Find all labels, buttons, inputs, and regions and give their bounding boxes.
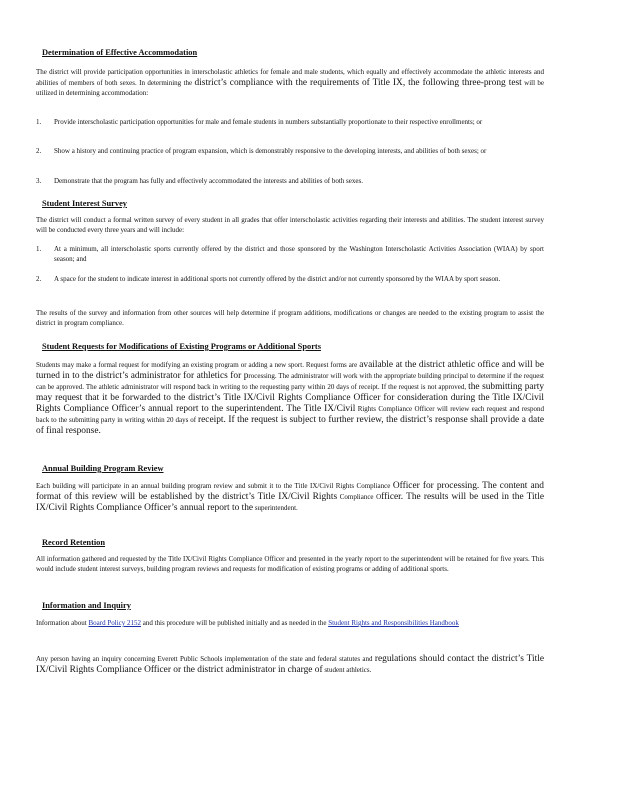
item-text: A space for the student to indicate interest in additional sports not currently offered by the district and/or not currently sponsored by the WIAA by sport season.: [54, 275, 501, 283]
heading-retention: Record Retention: [42, 538, 106, 547]
heading-determination: Determination of Effective Accommodation: [42, 48, 198, 57]
heading-annual: Annual Building Program Review: [42, 464, 164, 473]
item-text: Show a history and continuing practice of program expansion, which is demonstrably responsive to the developing interests, and abilities of both sexes; or: [54, 147, 487, 155]
item-text: At a minimum, all interscholastic sports currently offered by the district and those sponsored by the Washington Interscholastic Activities Association (WIAA) by sport season; and: [54, 245, 544, 263]
item-text: Provide interscholastic participation opportunities for male and female students in numbers substantially proportionate to their respective enrollments; or: [54, 118, 483, 126]
determination-intro-a: The district will provide participation opportunities in interscholastic athletics for female and male students, which equally and effectively accommodate the athletic interests and abilities of members of both sexes. In determining the: [36, 68, 544, 87]
survey-intro: The district will conduct a formal written survey of every student in all grades that offer interscholastic activities regarding their interests and abilities. The student interest survey will be conducted every three years and will include:: [36, 216, 544, 234]
info-paragraph-2: [36, 654, 544, 676]
item-number: 2.: [36, 275, 42, 283]
determination-intro-b: district’s compliance with the requirements of Title IX, the following three-prong test: [194, 77, 522, 88]
info-part-b: and this procedure will be published initially and as needed in the: [141, 619, 329, 627]
determination-intro: [36, 68, 544, 99]
retention-paragraph: All information gathered and requested by the Title IX/Civil Rights Compliance Officer and presented in the yearly report to the superintendent will be retained for five years. This would include student interest surveys, building program reviews and requests for modification of existing programs or adding of additional sports.: [36, 555, 544, 573]
requests-paragraph: [36, 360, 544, 437]
info-part-c: Any person having an inquiry concerning Everett Public Schools implementation of the state and federal statutes and: [36, 655, 375, 663]
annual-part-b: Officer for processing. The content and format of this review will be established by the district’s Title IX/Civil Rights: [36, 481, 544, 502]
survey-item-2: [36, 275, 544, 285]
annual-part-a: Each building will participate in an annual building program review and submit it to the Title IX/Civil Rights Compliance: [36, 482, 393, 490]
survey-item-1: [36, 245, 544, 265]
info-part-d: regulations should contact the district’s Title IX/Civil Rights Compliance Officer or the district administrator in charge of: [36, 654, 544, 675]
requests-part-e: Rights Compliance Officer will review each request and respond back to the submitting party in writing within 20 days of: [36, 405, 544, 424]
requests-part-a: Students may make a formal request for modifying an existing program or adding a new sport. Request forms are: [36, 361, 360, 369]
info-part-e: student athletics.: [322, 666, 372, 674]
handbook-link[interactable]: Student Rights and Responsibilities Handbook: [328, 619, 459, 627]
item-number: 1.: [36, 118, 42, 126]
item-number: 3.: [36, 177, 42, 185]
requests-part-f: receipt. If the request is subject to further review, the district’s response shall provide a date of final response.: [36, 415, 544, 436]
heading-requests: Student Requests for Modifications of Existing Programs or Additional Sports: [42, 342, 321, 351]
annual-paragraph: [36, 481, 544, 514]
item-text: Demonstrate that the program has fully and effectively accommodated the interests and abilities of both sexes.: [54, 177, 363, 185]
requests-part-d: the submitting party may request that it be forwarded to the district’s Title IX/Civil Rights Compliance Officer for consideration during the Title IX/Civil Rights Compliance Officer’s annual report to the superintendent. The Title IX/Civil: [36, 382, 545, 414]
requests-part-c: rocessing. The administrator will work with the appropriate building principal to determine if the request can be approved. The athletic administrator will respond back in writing to the requesting party within 20 days of receipt. If the request is not approved,: [36, 372, 544, 391]
determination-intro-c: will be utilized in determining accommodation:: [36, 78, 545, 97]
requests-part-b: available at the district athletic office and will be turned in to the district’s administrator for athletics for p: [36, 360, 544, 381]
info-part-a: Information about: [36, 619, 89, 627]
item-number: 1.: [36, 245, 42, 253]
determination-item-2: [36, 147, 544, 157]
annual-part-c: Compliance O: [337, 493, 382, 501]
heading-survey: Student Interest Survey: [42, 199, 127, 208]
board-policy-link[interactable]: Board Policy 2152: [88, 619, 141, 627]
info-paragraph-1: [36, 619, 544, 629]
heading-info: Information and Inquiry: [42, 601, 131, 610]
annual-part-e: superintendent.: [253, 504, 298, 512]
determination-item-1: [36, 118, 544, 128]
item-number: 2.: [36, 147, 42, 155]
annual-part-d: fficer. The results will be used in the Title IX/Civil Rights Compliance Officer’s annual report to the: [36, 492, 544, 513]
determination-item-3: [36, 177, 544, 187]
survey-outro: The results of the survey and information from other sources will help determine if program additions, modifications or changes are needed to the existing program to assist the district in program compliance.: [36, 309, 544, 327]
